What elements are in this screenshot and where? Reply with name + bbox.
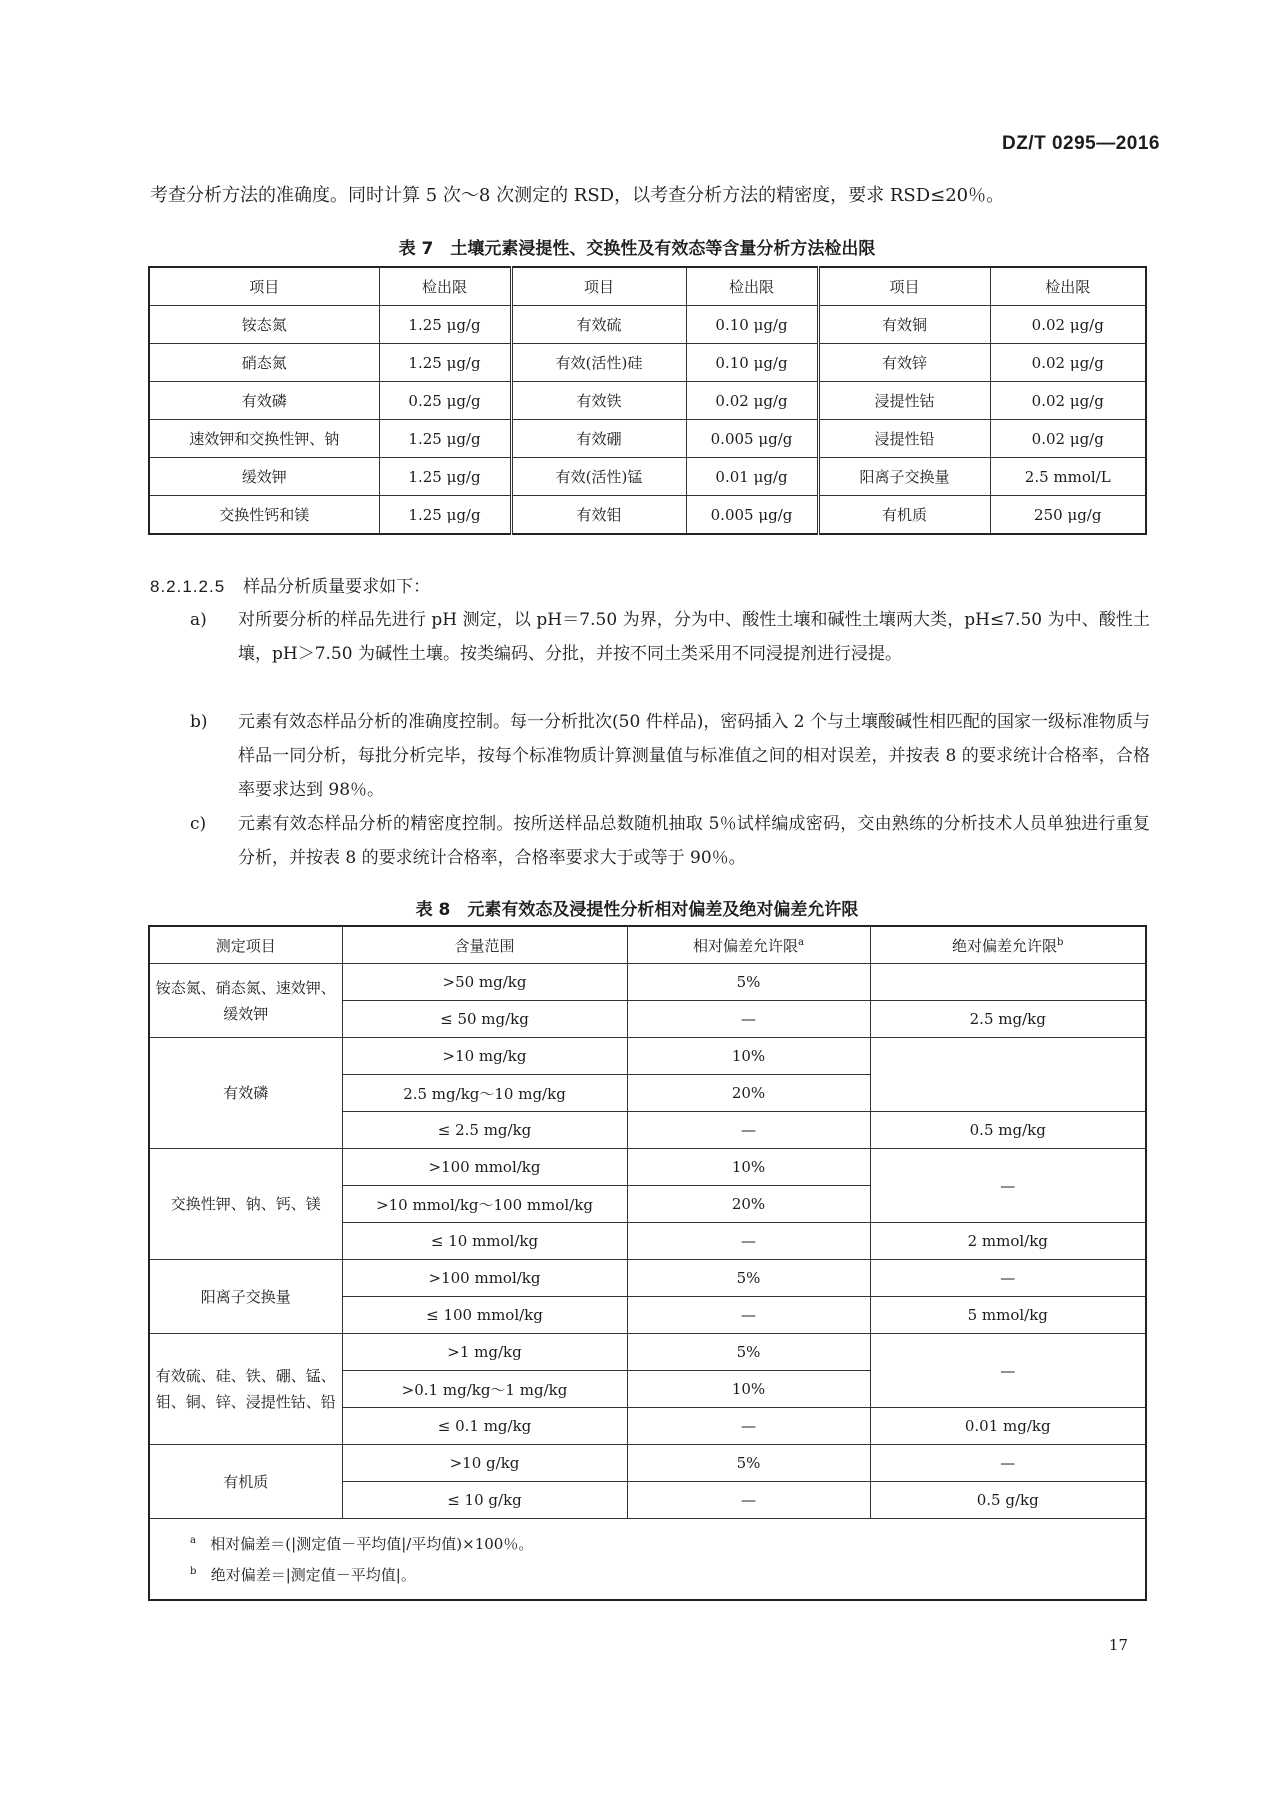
table8-range: ≤ 2.5 mg/kg <box>342 1112 627 1149</box>
table7-header: 项目 <box>511 267 686 306</box>
table7-cell: 1.25 μg/g <box>379 306 511 344</box>
table8-item: 有效磷 <box>149 1038 342 1149</box>
table8-caption: 表 8 元素有效态及浸提性分析相对偏差及绝对偏差允许限 <box>415 900 859 920</box>
footnote-mark: a <box>798 936 804 948</box>
clause-title: 样品分析质量要求如下： <box>243 577 431 597</box>
clause-number: 8.2.1.2.5 <box>150 577 226 596</box>
table8-abs: 0.5 mg/kg <box>870 1112 1146 1149</box>
table7-cell: 0.10 μg/g <box>686 344 818 382</box>
table8-rel: 5% <box>627 964 870 1001</box>
table8-range: >1 mg/kg <box>342 1334 627 1371</box>
table7-cell: 250 μg/g <box>990 496 1146 535</box>
table7-cell: 2.5 mmol/L <box>990 458 1146 496</box>
table7-cell: 有效钼 <box>511 496 686 535</box>
table8-range: ≤ 0.1 mg/kg <box>342 1408 627 1445</box>
clause-heading <box>150 572 430 597</box>
list-item-text: 元素有效态样品分析的精密度控制。按所送样品总数随机抽取 5％试样编成密码，交由熟练的分析技术人员单独进行重复分析，并按表 8 的要求统计合格率，合格率要求大于或等于 90％。 <box>238 814 1150 868</box>
table8-item: 交换性钾、钠、钙、镁 <box>149 1149 342 1260</box>
table8-item: 有机质 <box>149 1445 342 1519</box>
table8-rel: — <box>627 1223 870 1260</box>
footnote-mark: b <box>190 1566 197 1577</box>
list-item-label: c) <box>190 814 207 834</box>
table8-header-label: 相对偏差允许限 <box>693 936 799 955</box>
table7-cell: 浸提性钴 <box>818 382 990 420</box>
table8-rel: 5% <box>627 1445 870 1482</box>
table8-item: 有效硫、硅、铁、硼、锰、钼、铜、锌、浸提性钴、铅 <box>149 1334 342 1445</box>
table8-item: 阳离子交换量 <box>149 1260 342 1334</box>
table8-abs: — <box>870 1260 1146 1297</box>
list-item-text: 对所要分析的样品先进行 pH 测定，以 pH＝7.50 为界，分为中、酸性土壤和碱性土壤两大类，pH≤7.50 为中、酸性土壤，pH＞7.50 为碱性土壤。按类编码、分批，并按不同土类采用不同浸提剂进行浸提。 <box>238 610 1150 664</box>
table8-rel: — <box>627 1297 870 1334</box>
table8-rel: 20% <box>627 1075 870 1112</box>
table7-caption: 表 7 土壤元素浸提性、交换性及有效态等含量分析方法检出限 <box>398 239 876 259</box>
table8-range: ≤ 100 mmol/kg <box>342 1297 627 1334</box>
intro-line: 考查分析方法的准确度。同时计算 5 次～8 次测定的 RSD，以考查分析方法的精密度，要求 RSD≤20％。 <box>150 185 1005 206</box>
table8-range: ≤ 10 g/kg <box>342 1482 627 1519</box>
table7-cell: 0.10 μg/g <box>686 306 818 344</box>
table7-cell: 0.005 μg/g <box>686 420 818 458</box>
table7-cell: 1.25 μg/g <box>379 458 511 496</box>
table8-range: ≤ 10 mmol/kg <box>342 1223 627 1260</box>
table8-abs <box>870 964 1146 1001</box>
table7-header: 项目 <box>818 267 990 306</box>
table-row <box>149 420 1146 458</box>
standard-number: DZ/T 0295—2016 <box>1001 133 1160 154</box>
table-row <box>149 964 1146 1001</box>
table7-cell: 缓效钾 <box>149 458 379 496</box>
table8-abs <box>870 1038 1146 1112</box>
table8-abs: 2 mmol/kg <box>870 1223 1146 1260</box>
footnote-mark: b <box>1057 936 1064 948</box>
footnote <box>190 1558 1145 1589</box>
table8-abs: — <box>870 1445 1146 1482</box>
table7-header: 检出限 <box>379 267 511 306</box>
table8 <box>148 925 1147 1601</box>
table7-cell: 0.02 μg/g <box>990 382 1146 420</box>
table8-header: 测定项目 <box>149 926 342 964</box>
table-row <box>149 1260 1146 1297</box>
table7-header: 检出限 <box>686 267 818 306</box>
footnote-text: 绝对偏差＝|测定值－平均值|。 <box>210 1566 416 1584</box>
table8-notes-row <box>149 1519 1146 1601</box>
table-row <box>149 344 1146 382</box>
table8-abs: — <box>870 1334 1146 1408</box>
table8-rel: 10% <box>627 1149 870 1186</box>
table7-header: 项目 <box>149 267 379 306</box>
table8-notes <box>149 1519 1146 1601</box>
table8-header-label: 绝对偏差允许限 <box>952 936 1058 955</box>
page-number: 17 <box>1108 1636 1128 1654</box>
table7-cell: 速效钾和交换性钾、钠 <box>149 420 379 458</box>
table8-abs: 0.5 g/kg <box>870 1482 1146 1519</box>
table7-cell: 有机质 <box>818 496 990 535</box>
table7-cell: 有效(活性)硅 <box>511 344 686 382</box>
table8-rel: 20% <box>627 1186 870 1223</box>
table7-cell: 有效(活性)锰 <box>511 458 686 496</box>
footnote <box>190 1527 1145 1558</box>
table7-cell: 0.005 μg/g <box>686 496 818 535</box>
table7-cell: 0.02 μg/g <box>686 382 818 420</box>
table7-cell: 阳离子交换量 <box>818 458 990 496</box>
table7-cell: 1.25 μg/g <box>379 420 511 458</box>
table-row <box>149 1038 1146 1075</box>
table8-range: >10 mg/kg <box>342 1038 627 1075</box>
table8-range: >100 mmol/kg <box>342 1149 627 1186</box>
list-item <box>190 807 1150 875</box>
footnote-mark: a <box>190 1535 196 1546</box>
table8-range: >0.1 mg/kg～1 mg/kg <box>342 1371 627 1408</box>
table8-rel: — <box>627 1482 870 1519</box>
table8-rel: — <box>627 1408 870 1445</box>
list-item <box>190 603 1150 671</box>
table7-cell: 铵态氮 <box>149 306 379 344</box>
table8-range: >100 mmol/kg <box>342 1260 627 1297</box>
table7-header: 检出限 <box>990 267 1146 306</box>
table7-header-row <box>149 267 1146 306</box>
table7-cell: 有效铁 <box>511 382 686 420</box>
table8-range: >50 mg/kg <box>342 964 627 1001</box>
table7-cell: 浸提性铅 <box>818 420 990 458</box>
table7-cell: 0.02 μg/g <box>990 344 1146 382</box>
table8-abs: 5 mmol/kg <box>870 1297 1146 1334</box>
table7-cell: 0.02 μg/g <box>990 306 1146 344</box>
table8-abs: 2.5 mg/kg <box>870 1001 1146 1038</box>
list-item-text: 元素有效态样品分析的准确度控制。每一分析批次(50 件样品)，密码插入 2 个与土壤酸碱性相匹配的国家一级标准物质与样品一同分析，每批分析完毕，按每个标准物质计算测量值与标准值之间的相对误差，并按表 8 的要求统计合格率，合格率要求达到 98％。 <box>238 712 1150 800</box>
table7-cell: 交换性钙和镁 <box>149 496 379 535</box>
table7-cell: 有效硼 <box>511 420 686 458</box>
footnote-text: 相对偏差＝(|测定值－平均值|/平均值)×100％。 <box>210 1535 534 1553</box>
list-item-label: a) <box>190 610 207 630</box>
table8-range: ≤ 50 mg/kg <box>342 1001 627 1038</box>
table7-cell: 0.02 μg/g <box>990 420 1146 458</box>
table8-abs: — <box>870 1149 1146 1223</box>
table7-cell: 0.25 μg/g <box>379 382 511 420</box>
table-row <box>149 458 1146 496</box>
table-row <box>149 382 1146 420</box>
table-row <box>149 1334 1146 1371</box>
table7-cell: 硝态氮 <box>149 344 379 382</box>
table7-cell: 有效硫 <box>511 306 686 344</box>
list-item <box>190 705 1150 807</box>
table8-rel: 10% <box>627 1371 870 1408</box>
table-row <box>149 496 1146 535</box>
table8-header-row <box>149 926 1146 964</box>
table8-rel: 5% <box>627 1334 870 1371</box>
table7-cell: 有效铜 <box>818 306 990 344</box>
table-row <box>149 306 1146 344</box>
table7 <box>148 266 1147 535</box>
table7-cell: 1.25 μg/g <box>379 496 511 535</box>
table8-range: >10 mmol/kg～100 mmol/kg <box>342 1186 627 1223</box>
table8-range: >10 g/kg <box>342 1445 627 1482</box>
table8-rel: 5% <box>627 1260 870 1297</box>
table7-cell: 1.25 μg/g <box>379 344 511 382</box>
table7-cell: 0.01 μg/g <box>686 458 818 496</box>
table8-header <box>870 926 1146 964</box>
table7-cell: 有效磷 <box>149 382 379 420</box>
table-row <box>149 1149 1146 1186</box>
list-item-label: b) <box>190 712 208 732</box>
table8-rel: — <box>627 1112 870 1149</box>
table8-range: 2.5 mg/kg～10 mg/kg <box>342 1075 627 1112</box>
table8-abs: 0.01 mg/kg <box>870 1408 1146 1445</box>
table-row <box>149 1445 1146 1482</box>
table8-rel: 10% <box>627 1038 870 1075</box>
table8-rel: — <box>627 1001 870 1038</box>
table8-header: 含量范围 <box>342 926 627 964</box>
table8-header <box>627 926 870 964</box>
table8-item: 铵态氮、硝态氮、速效钾、缓效钾 <box>149 964 342 1038</box>
table7-cell: 有效锌 <box>818 344 990 382</box>
